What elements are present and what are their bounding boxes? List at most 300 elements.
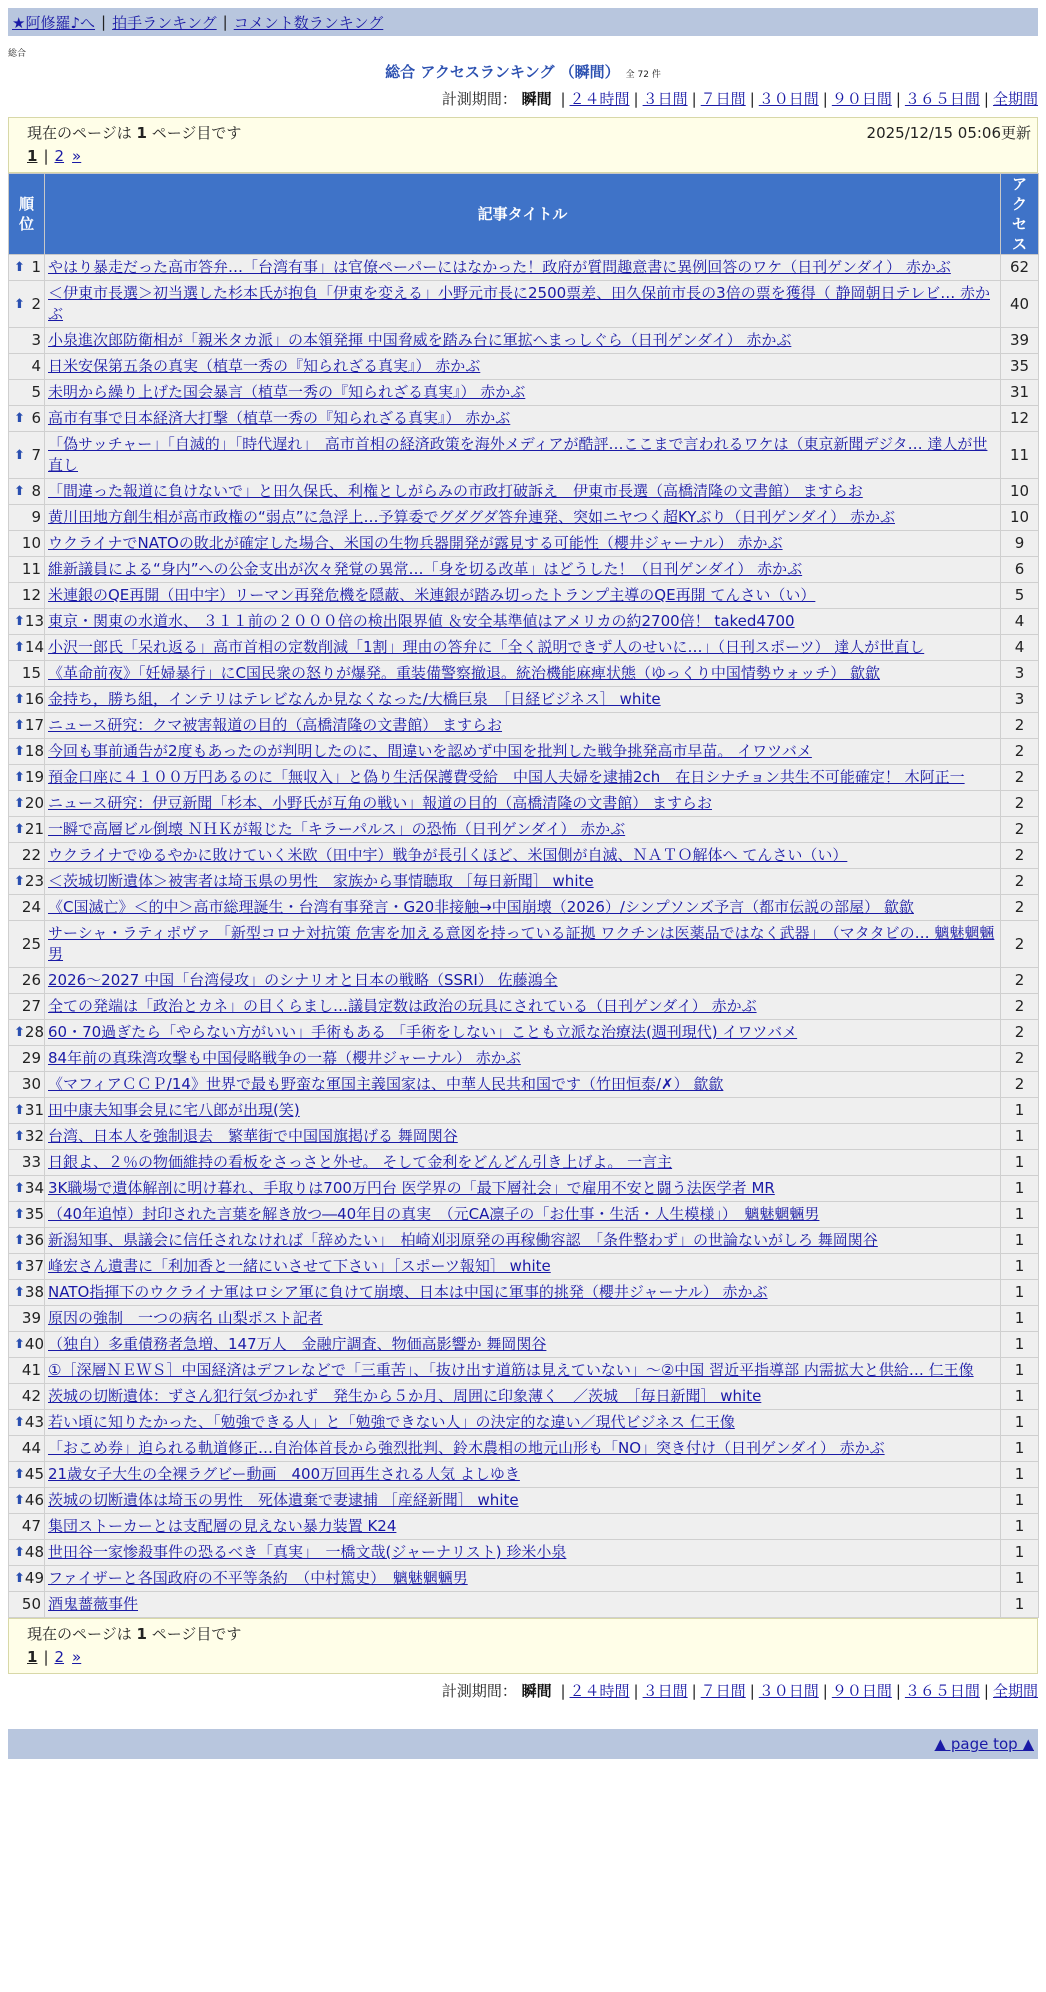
- table-row: [9, 791, 1039, 817]
- rank-cell: [9, 1332, 45, 1358]
- table-row: [9, 531, 1039, 557]
- period-link[interactable]: ９０日間: [831, 1682, 892, 1700]
- article-title-link[interactable]: 日米安保第五条の真実（植草一秀の『知られざる真実』） 赤かぶ: [48, 357, 481, 375]
- period-link[interactable]: ３０日間: [758, 1682, 819, 1700]
- rank-number: 1: [31, 258, 41, 276]
- home-link[interactable]: ★阿修羅♪へ: [12, 13, 96, 32]
- rank-number: 26: [21, 971, 41, 989]
- rank-cell: [9, 479, 45, 505]
- period-separator: |: [560, 1682, 566, 1700]
- title-cell: [45, 687, 1001, 713]
- rank-number: 47: [21, 1517, 41, 1535]
- rank-cell: [9, 380, 45, 406]
- article-title-link[interactable]: 米連銀のQE再開（田中宇）リーマン再発危機を隠蔽、米連銀が踏み切ったトランプ主導のQE再開 てんさい（い）: [48, 586, 816, 604]
- title-cell: [45, 739, 1001, 765]
- title-cell: [45, 1150, 1001, 1176]
- rank-cell: [9, 968, 45, 994]
- rank-cell: [9, 1202, 45, 1228]
- title-cell: [45, 479, 1001, 505]
- rank-number: 49: [24, 1569, 44, 1587]
- title-cell: [45, 1410, 1001, 1436]
- access-count: 62: [1001, 255, 1039, 281]
- period-link[interactable]: ３６５日間: [904, 1682, 980, 1700]
- rank-cell: [9, 1410, 45, 1436]
- title-cell: [45, 635, 1001, 661]
- title-cell: [45, 380, 1001, 406]
- table-row: [9, 713, 1039, 739]
- article-title-link[interactable]: やはり暴走だった高市答弁…「台湾有事」は官僚ペーパーにはなかった！政府が質問趣意書に異例回答のワケ（日刊ゲンダイ） 赤かぶ: [48, 258, 951, 276]
- col-access-header: アクセス: [1001, 174, 1039, 255]
- access-count: 1: [1001, 1566, 1039, 1592]
- article-title-link[interactable]: 一瞬で高層ビル倒壊 ＮＨＫが報じた「キラーパルス」の恐怖（日刊ゲンダイ） 赤かぶ: [48, 820, 626, 838]
- page-top-link[interactable]: ▲ page top ▲: [934, 1735, 1034, 1753]
- table-row: [9, 354, 1039, 380]
- rank-number: 15: [21, 664, 41, 682]
- table-row: [9, 661, 1039, 687]
- title-cell: [45, 713, 1001, 739]
- period-link[interactable]: ３０日間: [758, 90, 819, 108]
- access-count: 2: [1001, 968, 1039, 994]
- table-row: [9, 1280, 1039, 1306]
- table-row: [9, 635, 1039, 661]
- rank-number: 17: [24, 716, 44, 734]
- rank-number: 22: [21, 846, 41, 864]
- period-label: 計測期間：: [441, 1682, 517, 1700]
- article-title-link[interactable]: 田中康夫知事会見に宅八郎が出現(笑): [48, 1101, 300, 1119]
- rank-number: 40: [24, 1335, 44, 1353]
- article-title-link[interactable]: 預金口座に４１００万円あるのに「無収入」と偽り生活保護費受給 中国人夫婦を逮捕2ch 在日シナチョン共生不可能確定！ 木阿正一: [48, 768, 965, 786]
- next-page-link[interactable]: »: [72, 147, 82, 165]
- rank-cell: [9, 1020, 45, 1046]
- period-link[interactable]: ９０日間: [831, 90, 892, 108]
- article-title-link[interactable]: 「おこめ券」迫られる軌道修正…自治体首長から強烈批判、鈴木農相の地元山形も「NO」突き付け（日刊ゲンダイ） 赤かぶ: [48, 1439, 885, 1457]
- period-label: 計測期間：: [441, 90, 517, 108]
- rank-cell: [9, 406, 45, 432]
- rank-number: 44: [21, 1439, 41, 1457]
- rank-number: 45: [24, 1465, 44, 1483]
- period-separator: |: [749, 90, 755, 108]
- table-row: [9, 1462, 1039, 1488]
- page-separator: |: [43, 147, 49, 165]
- access-count: 2: [1001, 817, 1039, 843]
- article-title-link[interactable]: 21歳女子大生の全裸ラグビー動画 400万回再生される人気 よしゆき: [48, 1465, 520, 1483]
- access-count: 2: [1001, 713, 1039, 739]
- period-separator: |: [822, 1682, 828, 1700]
- period-link[interactable]: ２４時間: [569, 1682, 630, 1700]
- access-count: 1: [1001, 1176, 1039, 1202]
- rank-number: 3: [31, 331, 41, 349]
- access-count: 2: [1001, 921, 1039, 968]
- period-link[interactable]: ３日間: [642, 90, 688, 108]
- table-row: [9, 1020, 1039, 1046]
- article-title-link[interactable]: 集団ストーカーとは支配層の見えない暴力装置 K24: [48, 1517, 397, 1535]
- up-arrow-icon: ⬆: [14, 484, 25, 499]
- up-arrow-icon: ⬆: [14, 744, 25, 759]
- article-title-link[interactable]: ニュース研究：クマ被害報道の目的（高橋清隆の文書館） ますらお: [48, 716, 503, 734]
- article-title-link[interactable]: 峰宏さん遺書に「利加香と一緒にいさせて下さい」［スポーツ報知］ white: [48, 1257, 551, 1275]
- article-title-link[interactable]: ＜伊東市長選＞初当選した杉本氏が抱負「伊東を変える」小野元市長に2500票差、田久保前市長の3倍の票を獲得（ 静岡朝日テレビ… 赤かぶ: [48, 284, 990, 323]
- article-title-link[interactable]: ①［深層ＮＥＷＳ］中国経済はデフレなどで「三重苦」、「抜け出す道筋は見えていない」～②中国 習近平指導部 内需拡大と供給… 仁王像: [48, 1361, 974, 1379]
- access-count: 2: [1001, 869, 1039, 895]
- pager-box: [8, 117, 1038, 173]
- rank-cell: [9, 1280, 45, 1306]
- period-separator: |: [560, 90, 566, 108]
- table-row: [9, 1514, 1039, 1540]
- access-count: 1: [1001, 1228, 1039, 1254]
- table-row: [9, 1436, 1039, 1462]
- period-link[interactable]: ３日間: [642, 1682, 688, 1700]
- title-cell: [45, 328, 1001, 354]
- article-title-link[interactable]: 原因の強制 一つの病名 山梨ポスト記者: [48, 1309, 323, 1327]
- rank-cell: [9, 432, 45, 479]
- up-arrow-icon: ⬆: [14, 770, 25, 785]
- page-status-number: 1: [136, 123, 147, 142]
- rank-number: 39: [21, 1309, 41, 1327]
- title-cell: [45, 1072, 1001, 1098]
- col-rank-header: 順位: [9, 174, 45, 255]
- article-title-link[interactable]: 《マフィアＣＣＰ/14》世界で最も野蛮な軍国主義国家は、中華人民共和国です（竹田恒泰/✗） 歙歙: [48, 1075, 724, 1093]
- rank-number: 35: [24, 1205, 44, 1223]
- access-count: 2: [1001, 1046, 1039, 1072]
- title-cell: [45, 406, 1001, 432]
- rank-cell: [9, 1592, 45, 1618]
- rank-cell: [9, 739, 45, 765]
- rank-cell: [9, 687, 45, 713]
- access-count: 40: [1001, 281, 1039, 328]
- rank-number: 19: [24, 768, 44, 786]
- page-status-number: 1: [136, 1624, 147, 1643]
- access-count: 11: [1001, 432, 1039, 479]
- page-2-link[interactable]: 2: [54, 147, 65, 165]
- article-title-link[interactable]: 酒鬼薔薇事件: [48, 1595, 139, 1613]
- page-current: 1: [27, 1648, 38, 1666]
- rank-cell: [9, 713, 45, 739]
- title-cell: [45, 1046, 1001, 1072]
- rank-cell: [9, 1436, 45, 1462]
- access-count: 2: [1001, 895, 1039, 921]
- access-count: 1: [1001, 1592, 1039, 1618]
- rank-cell: [9, 843, 45, 869]
- article-title-link[interactable]: ファイザーと各国政府の不平等条約 （中村篤史） 魑魅魍魎男: [48, 1569, 468, 1587]
- rank-number: 29: [21, 1049, 41, 1067]
- article-title-link[interactable]: 若い頃に知りたかった、「勉強できる人」と「勉強できない人」の決定的な違い／現代ビジネス 仁王像: [48, 1413, 735, 1431]
- page-title: 総合 アクセスランキング （瞬間）: [385, 63, 620, 81]
- title-cell: [45, 1514, 1001, 1540]
- period-link[interactable]: 全期間: [992, 90, 1038, 108]
- access-count: 1: [1001, 1514, 1039, 1540]
- top-nav-bar: [8, 8, 1038, 36]
- access-count: 2: [1001, 1020, 1039, 1046]
- table-row: [9, 1592, 1039, 1618]
- page-status-suffix: ページ目です: [151, 1624, 242, 1643]
- pager-box-bottom: [8, 1618, 1038, 1674]
- rank-cell: [9, 791, 45, 817]
- article-title-link[interactable]: 世田谷一家惨殺事件の恐るべき「真実」 一橋文哉(ジャーナリスト) 珍米小泉: [48, 1543, 567, 1561]
- period-link[interactable]: ３６５日間: [904, 90, 980, 108]
- article-title-link[interactable]: 60・70過ぎたら「やらない方がいい」手術もある 「手術をしない」ことも立派な治療法(週刊現代) イワツバメ: [48, 1023, 798, 1041]
- rank-cell: [9, 1566, 45, 1592]
- up-arrow-icon: ⬆: [14, 1493, 25, 1508]
- period-link[interactable]: ７日間: [700, 1682, 746, 1700]
- rank-cell: [9, 1098, 45, 1124]
- table-row: [9, 1202, 1039, 1228]
- access-count: 2: [1001, 1072, 1039, 1098]
- article-title-link[interactable]: 《C国滅亡》＜的中＞高市総理誕生・台湾有事発言・G20非接触→中国崩壊（2026）/シンプソンズ予言（都市伝説の部屋） 歙歙: [48, 898, 914, 916]
- rank-cell: [9, 1150, 45, 1176]
- period-link[interactable]: ２４時間: [569, 90, 630, 108]
- title-cell: [45, 791, 1001, 817]
- rank-cell: [9, 1176, 45, 1202]
- rank-number: 41: [21, 1361, 41, 1379]
- rank-number: 2: [31, 294, 41, 313]
- table-row: [9, 1306, 1039, 1332]
- rank-number: 5: [31, 383, 41, 401]
- access-count: 31: [1001, 380, 1039, 406]
- rank-number: 24: [21, 898, 41, 916]
- col-title-header: 記事タイトル: [45, 174, 1001, 255]
- up-arrow-icon: ⬆: [14, 1337, 25, 1352]
- article-title-link[interactable]: 《革命前夜》「妊婦暴行」にC国民衆の怒りが爆発。重装備警察撤退。統治機能麻痺状態（ゆっくり中国情勢ウォッチ） 歙歙: [48, 664, 880, 682]
- access-count: 1: [1001, 1124, 1039, 1150]
- rank-number: 43: [24, 1413, 44, 1431]
- article-title-link[interactable]: 84年前の真珠湾攻撃も中国侵略戦争の一幕（櫻井ジャーナル） 赤かぶ: [48, 1049, 521, 1067]
- rank-number: 30: [21, 1075, 41, 1093]
- rank-cell: [9, 583, 45, 609]
- title-cell: [45, 1020, 1001, 1046]
- table-row: [9, 255, 1039, 281]
- article-title-link[interactable]: 未明から繰り上げた国会暴言（植草一秀の『知られざる真実』） 赤かぶ: [48, 383, 526, 401]
- title-cell: [45, 281, 1001, 328]
- up-arrow-icon: ⬆: [14, 692, 25, 707]
- period-separator: |: [749, 1682, 755, 1700]
- access-count: 1: [1001, 1332, 1039, 1358]
- rank-number: 37: [24, 1257, 44, 1275]
- up-arrow-icon: ⬆: [14, 1285, 25, 1300]
- page-heading: [0, 61, 1046, 82]
- access-count: 1: [1001, 1384, 1039, 1410]
- rank-cell: [9, 1514, 45, 1540]
- rank-cell: [9, 1306, 45, 1332]
- period-link[interactable]: ７日間: [700, 90, 746, 108]
- table-row: [9, 1098, 1039, 1124]
- title-cell: [45, 1228, 1001, 1254]
- rank-number: 33: [21, 1153, 41, 1171]
- title-cell: [45, 1280, 1001, 1306]
- table-row: [9, 869, 1039, 895]
- article-title-link[interactable]: ウクライナでゆるやかに敗けていく米欧（田中宇）戦争が長引くほど、米国側が自滅、ＮＡＴＯ解体へ てんさい（い）: [48, 846, 848, 864]
- table-row: [9, 328, 1039, 354]
- access-count: 1: [1001, 1306, 1039, 1332]
- table-row: [9, 921, 1039, 968]
- rank-number: 7: [31, 445, 41, 464]
- up-arrow-icon: ⬆: [14, 1415, 25, 1430]
- access-count: 10: [1001, 479, 1039, 505]
- access-count: 1: [1001, 1540, 1039, 1566]
- up-arrow-icon: ⬆: [14, 1181, 25, 1196]
- rank-number: 46: [24, 1491, 44, 1509]
- pagination: [27, 144, 1031, 168]
- rank-cell: [9, 817, 45, 843]
- period-selector-bottom: [0, 1680, 1038, 1701]
- title-cell: [45, 583, 1001, 609]
- rank-number: 11: [21, 560, 41, 578]
- period-selector: [0, 88, 1038, 109]
- clap-ranking-link[interactable]: 拍手ランキング: [112, 13, 217, 32]
- up-arrow-icon: ⬆: [14, 1103, 25, 1118]
- period-separator: |: [633, 1682, 639, 1700]
- updated-time: 2025/12/15 05:06更新: [866, 123, 1031, 142]
- rank-number: 18: [24, 742, 44, 760]
- rank-number: 10: [21, 534, 41, 552]
- article-title-link[interactable]: 維新議員による“身内”への公金支出が次々発覚の異常…「身を切る改革」はどうした！（日刊ゲンダイ） 赤かぶ: [48, 560, 803, 578]
- table-row: [9, 609, 1039, 635]
- rank-cell: [9, 1384, 45, 1410]
- total-count: 全 72 件: [625, 70, 661, 80]
- access-count: 1: [1001, 1202, 1039, 1228]
- rank-number: 48: [24, 1543, 44, 1561]
- article-title-link[interactable]: 2026～2027 中国「台湾侵攻」のシナリオと日本の戦略（SSRI） 佐藤鴻全: [48, 971, 558, 989]
- access-count: 1: [1001, 1254, 1039, 1280]
- rank-number: 38: [24, 1283, 44, 1301]
- comment-ranking-link[interactable]: コメント数ランキング: [233, 13, 384, 32]
- rank-cell: [9, 765, 45, 791]
- rank-cell: [9, 531, 45, 557]
- article-title-link[interactable]: ニュース研究：伊豆新聞「杉本、小野氏が互角の戦い」報道の目的（高橋清隆の文書館） ますらお: [48, 794, 713, 812]
- table-row: [9, 1358, 1039, 1384]
- page-2-link[interactable]: 2: [54, 1648, 65, 1666]
- rank-number: 16: [24, 690, 44, 708]
- access-count: 2: [1001, 843, 1039, 869]
- access-count: 2: [1001, 994, 1039, 1020]
- article-title-link[interactable]: 黄川田地方創生相が高市政権の“弱点”に急浮上…予算委でグダグダ答弁連発、突如ニヤつく超KYぶり（日刊ゲンダイ） 赤かぶ: [48, 508, 895, 526]
- period-separator: |: [983, 90, 989, 108]
- up-arrow-icon: ⬆: [14, 614, 25, 629]
- table-row: [9, 380, 1039, 406]
- article-title-link[interactable]: 今回も事前通告が2度もあったのが判明したのに、間違いを認めず中国を批判した戦争挑発高市早苗。 イワツバメ: [48, 742, 812, 760]
- title-cell: [45, 1436, 1001, 1462]
- table-row: [9, 994, 1039, 1020]
- rank-number: 23: [24, 872, 44, 890]
- rank-number: 32: [24, 1127, 44, 1145]
- period-separator: |: [691, 90, 697, 108]
- article-title-link[interactable]: 高市有事で日本経済大打撃（植草一秀の『知られざる真実』） 赤かぶ: [48, 409, 511, 427]
- article-title-link[interactable]: （40年追悼）封印された言葉を解き放つ―40年目の真実 （元CA凛子の「お仕事・生活・人生模様」） 魑魅魍魎男: [48, 1205, 820, 1223]
- article-title-link[interactable]: 東京・関東の水道水、 ３１１前の２０００倍の検出限界値 ＆安全基準値はアメリカの約2700倍！ taked4700: [48, 612, 795, 630]
- article-title-link[interactable]: （独自）多重債務者急増、147万人 金融庁調査、物価高影響か 舞岡関谷: [48, 1335, 547, 1353]
- title-cell: [45, 1540, 1001, 1566]
- title-cell: [45, 994, 1001, 1020]
- article-title-link[interactable]: NATO指揮下のウクライナ軍はロシア軍に負けて崩壊、日本は中国に軍事的挑発（櫻井ジャーナル） 赤かぶ: [48, 1283, 768, 1301]
- title-cell: [45, 1358, 1001, 1384]
- table-row: [9, 1566, 1039, 1592]
- period-separator: |: [983, 1682, 989, 1700]
- up-arrow-icon: ⬆: [14, 822, 25, 837]
- rank-cell: [9, 869, 45, 895]
- access-count: 3: [1001, 661, 1039, 687]
- access-count: 12: [1001, 406, 1039, 432]
- article-title-link[interactable]: 台湾、日本人を強制退去 繁華街で中国国旗掲げる 舞岡関谷: [48, 1127, 458, 1145]
- rank-cell: [9, 994, 45, 1020]
- rank-cell: [9, 1488, 45, 1514]
- article-title-link[interactable]: 3K職場で遺体解剖に明け暮れ、手取りは700万円台 医学界の「最下層社会」で雇用不安と闘う法医学者 MR: [48, 1179, 775, 1197]
- next-page-link[interactable]: »: [72, 1648, 82, 1666]
- table-row: [9, 557, 1039, 583]
- up-arrow-icon: ⬆: [14, 1259, 25, 1274]
- article-title-link[interactable]: 茨城の切断遺体：ずさん犯行気づかれず 発生から５か月、周囲に印象薄く ／茨城 ［毎日新聞］ white: [48, 1387, 762, 1405]
- access-count: 5: [1001, 583, 1039, 609]
- table-row: [9, 739, 1039, 765]
- up-arrow-icon: ⬆: [14, 1467, 25, 1482]
- period-separator: |: [633, 90, 639, 108]
- access-count: 2: [1001, 791, 1039, 817]
- title-cell: [45, 661, 1001, 687]
- title-cell: [45, 869, 1001, 895]
- table-row: [9, 817, 1039, 843]
- table-row: [9, 843, 1039, 869]
- article-title-link[interactable]: 金持ち，勝ち組，インテリはテレビなんか見なくなった/大橋巨泉 ［日経ビジネス］ white: [48, 690, 661, 708]
- table-row: [9, 1384, 1039, 1410]
- article-title-link[interactable]: 茨城の切断遺体は埼玉の男性 死体遺棄で妻逮捕 ［産経新聞］ white: [48, 1491, 519, 1509]
- rank-number: 9: [31, 508, 41, 526]
- article-title-link[interactable]: ＜茨城切断遺体＞被害者は埼玉県の男性 家族から事情聴取 ［毎日新聞］ white: [48, 872, 594, 890]
- period-link[interactable]: 全期間: [992, 1682, 1038, 1700]
- article-title-link[interactable]: 「間違った報道に負けないで」と田久保氏、利権としがらみの市政打破訴え 伊東市長選（高橋清隆の文書館） ますらお: [48, 482, 863, 500]
- title-cell: [45, 921, 1001, 968]
- title-cell: [45, 1488, 1001, 1514]
- up-arrow-icon: ⬆: [14, 1571, 25, 1586]
- article-title-link[interactable]: サーシャ・ラティポヴァ 「新型コロナ対抗策 危害を加える意図を持っている証拠 ワクチンは医薬品ではなく武器」 （マタタビの… 魑魅魍魎男: [48, 924, 995, 963]
- table-header-row: [9, 174, 1039, 255]
- table-row: [9, 1332, 1039, 1358]
- up-arrow-icon: ⬆: [14, 1207, 25, 1222]
- rank-number: 6: [31, 409, 41, 427]
- access-count: 1: [1001, 1436, 1039, 1462]
- article-title-link[interactable]: 日銀よ、２％の物価維持の看板をさっさと外せ。 そして金利をどんどん引き上げよ。 一言主: [48, 1153, 673, 1171]
- title-cell: [45, 1566, 1001, 1592]
- table-row: [9, 281, 1039, 328]
- title-cell: [45, 1254, 1001, 1280]
- title-cell: [45, 1124, 1001, 1150]
- rank-number: 31: [24, 1101, 44, 1119]
- rank-number: 50: [21, 1595, 41, 1613]
- article-title-link[interactable]: 新潟知事、県議会に信任されなければ「辞めたい」 柏崎刈羽原発の再稼働容認 「条件整わず」の世論ないがしろ 舞岡関谷: [48, 1231, 878, 1249]
- table-row: [9, 1540, 1039, 1566]
- rank-number: 8: [31, 482, 41, 500]
- access-count: 2: [1001, 739, 1039, 765]
- article-title-link[interactable]: 小泉進次郎防衛相が「親米タカ派」の本領発揮 中国脅威を踏み台に軍拡へまっしぐら（日刊ゲンダイ） 赤かぶ: [48, 331, 792, 349]
- rank-cell: [9, 895, 45, 921]
- article-title-link[interactable]: 小沢一郎氏「呆れ返る」高市首相の定数削減「1割」理由の答弁に「全く説明できず人のせいに…」（日刊スポーツ） 達人が世直し: [48, 638, 925, 656]
- up-arrow-icon: ⬆: [14, 718, 25, 733]
- table-row: [9, 1046, 1039, 1072]
- rank-cell: [9, 1124, 45, 1150]
- access-count: 1: [1001, 1280, 1039, 1306]
- access-count: 1: [1001, 1098, 1039, 1124]
- table-row: [9, 687, 1039, 713]
- table-row: [9, 479, 1039, 505]
- rank-number: 28: [24, 1023, 44, 1041]
- title-cell: [45, 557, 1001, 583]
- article-title-link[interactable]: 「偽サッチャー」「自滅的」「時代遅れ」 高市首相の経済政策を海外メディアが酷評…ここまで言われるワケは（東京新聞デジタ… 達人が世直し: [48, 435, 988, 474]
- access-count: 9: [1001, 531, 1039, 557]
- up-arrow-icon: ⬆: [14, 874, 25, 889]
- article-title-link[interactable]: ウクライナでNATOの敗北が確定した場合、米国の生物兵器開発が露見する可能性（櫻井ジャーナル） 赤かぶ: [48, 534, 783, 552]
- article-title-link[interactable]: 全ての発端は「政治とカネ」の目くらまし…議員定数は政治の玩具にされている（日刊ゲンダイ） 赤かぶ: [48, 997, 757, 1015]
- table-row: [9, 1488, 1039, 1514]
- rank-cell: [9, 281, 45, 328]
- access-count: 39: [1001, 328, 1039, 354]
- title-cell: [45, 505, 1001, 531]
